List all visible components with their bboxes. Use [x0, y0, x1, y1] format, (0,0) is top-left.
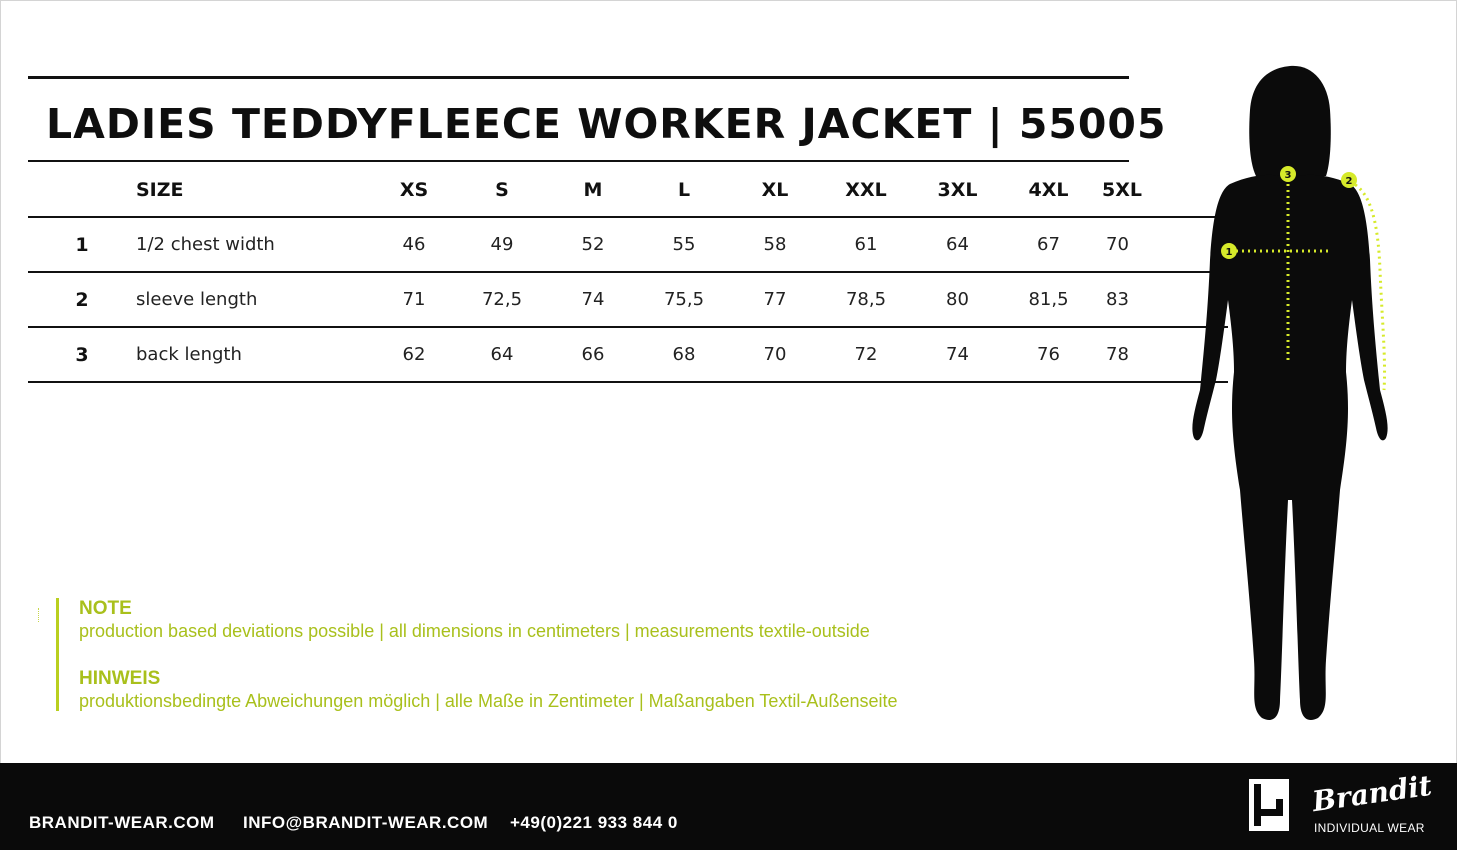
measure-marker-1 — [1221, 243, 1237, 259]
table-cell: 67 — [1037, 234, 1060, 255]
size-col: 5XL — [1102, 178, 1142, 201]
table-cell: 66 — [581, 344, 605, 365]
table-cell: 75,5 — [663, 289, 705, 310]
size-col: L — [677, 178, 691, 201]
table-cell: 83 — [1106, 289, 1129, 310]
measure-marker-2 — [1341, 172, 1357, 188]
size-col: M — [583, 178, 603, 201]
table-cell: 80 — [946, 289, 969, 310]
table-row — [28, 327, 1228, 382]
table-cell: 76 — [1037, 344, 1060, 365]
phone-number: +49(0)221 933 844 0 — [510, 813, 678, 832]
table-cell: 52 — [581, 234, 605, 255]
table-cell: 72,5 — [481, 289, 523, 310]
table-cell: 49 — [490, 234, 514, 255]
table-cell: 55 — [672, 234, 696, 255]
table-header-row — [28, 163, 1228, 217]
note-german — [79, 668, 897, 712]
marker-label-3: 3 — [1284, 170, 1292, 181]
table-cell: 72 — [854, 344, 878, 365]
table-cell: 74 — [581, 289, 605, 310]
website-link[interactable]: BRANDIT-WEAR.COM — [29, 813, 215, 832]
table-cell: 81,5 — [1028, 289, 1069, 310]
hinweis-text: produktionsbedingte Abweichungen möglich | alle Maße in Zentimeter | Maßangaben Textil-Außenseite — [79, 691, 898, 711]
header-blank — [28, 163, 136, 217]
row-number: 2 — [75, 288, 89, 311]
table-cell: 46 — [402, 234, 426, 255]
size-table — [28, 163, 1228, 383]
table-cell: 77 — [763, 289, 787, 310]
table-row — [28, 217, 1228, 272]
table-cell: 64 — [490, 344, 514, 365]
size-col: 3XL — [937, 178, 978, 201]
brandit-logo-icon — [1249, 779, 1289, 831]
table-cell: 68 — [672, 344, 696, 365]
note-heading: NOTE — [79, 598, 132, 619]
brand-wordmark: Brandit — [1310, 768, 1434, 819]
table-cell: 78,5 — [845, 289, 887, 310]
marker-label-1: 1 — [1225, 247, 1233, 258]
row-number: 3 — [75, 343, 89, 366]
note-text: production based deviations possible | all dimensions in centimeters | measurements textile-outside — [79, 621, 870, 641]
table-cell: 78 — [1106, 344, 1129, 365]
note-accent-bar — [56, 598, 59, 711]
body-silhouette-figure — [1180, 60, 1410, 730]
table-cell: 70 — [1106, 234, 1129, 255]
table-cell: 70 — [763, 344, 787, 365]
size-col: XL — [761, 178, 789, 201]
table-cell: 64 — [946, 234, 969, 255]
email-link[interactable]: INFO@BRANDIT-WEAR.COM — [243, 813, 489, 832]
table-cell: 61 — [854, 234, 878, 255]
size-header: SIZE — [136, 178, 184, 201]
table-cell: 58 — [763, 234, 787, 255]
row-label: sleeve length — [136, 289, 258, 310]
measure-marker-3 — [1280, 166, 1296, 182]
table-cell: 62 — [402, 344, 426, 365]
size-col: 4XL — [1028, 178, 1069, 201]
title-rule-bottom — [28, 160, 1129, 162]
size-col: XS — [399, 178, 429, 201]
product-title: LADIES TEDDYFLEECE WORKER JACKET | 55005 — [46, 100, 1167, 148]
silhouette — [1192, 66, 1387, 720]
marker-label-2: 2 — [1345, 176, 1353, 187]
note-english — [79, 598, 870, 642]
table-cell: 74 — [946, 344, 969, 365]
hinweis-heading: HINWEIS — [79, 668, 161, 689]
row-label: back length — [136, 344, 242, 365]
note-tick — [38, 608, 41, 622]
row-number: 1 — [75, 233, 89, 256]
table-cell: 71 — [402, 289, 426, 310]
table-row — [28, 272, 1228, 327]
title-rule-top — [28, 76, 1129, 79]
footer-bar — [0, 763, 1457, 850]
size-col: S — [495, 178, 509, 201]
size-col: XXL — [845, 178, 887, 201]
row-label: 1/2 chest width — [136, 234, 275, 255]
brand-tagline: INDIVIDUAL WEAR — [1314, 821, 1425, 835]
